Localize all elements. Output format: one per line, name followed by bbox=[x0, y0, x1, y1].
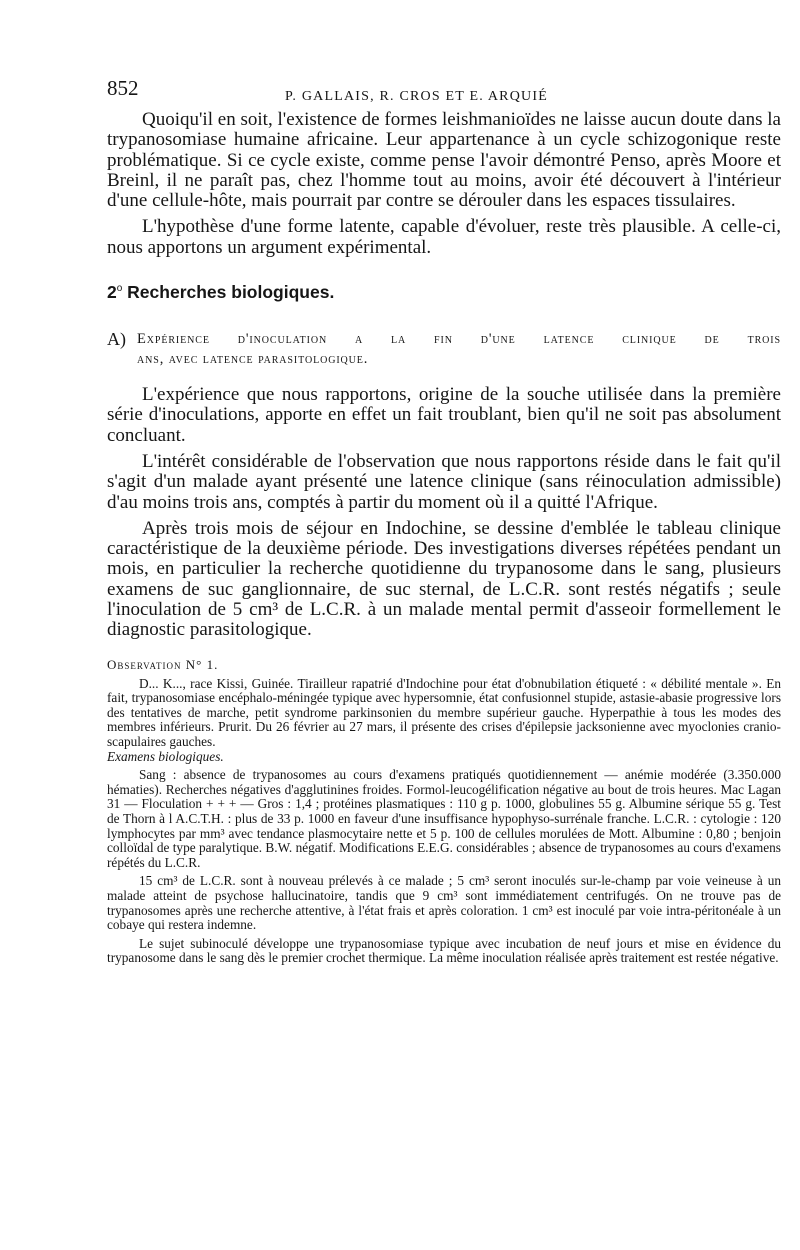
section-title: Recherches biologiques. bbox=[127, 282, 335, 303]
subsection-heading bbox=[107, 329, 781, 369]
observation-title: Observation N° 1. bbox=[107, 656, 219, 672]
subsection-title-line-1: Expérience d'inoculation a la fin d'une latence clinique de trois bbox=[137, 331, 781, 348]
subsection-letter: A) bbox=[107, 329, 126, 350]
exams-label: Examens biologiques. bbox=[107, 748, 224, 764]
body-paragraph-3: Après trois mois de séjour en Indochine, se dessine d'emblée le tableau clinique caractéristique de la deuxième période. Des investigations diverses répétées pendant un mois, en particulier la recherche quotidienne du trypanosome dans le sang, plusieurs examens de suc ganglionnaire, de suc sternal, de L.C.R. sont restés négatifs ; seule l'inoculation de 5 cm³ de L.C.R. à un malade mental permit d'asseoir formellement le diagnostic parasitologique. bbox=[107, 517, 781, 641]
observation-paragraph-3: 15 cm³ de L.C.R. sont à nouveau prélevés à ce malade ; 5 cm³ seront inoculés sur-le-champ par voie veineuse à un malade atteint de psychose hallucinatoire, tandis que 9 cm³ sont immédiatement centrifugés. On ne trouve pas de trypanosomes après une recherche attentive, à l'état frais et après coloration. 1 cm³ est inoculé par voie intra-péritonéale à un cobaye qui restera indemne. bbox=[107, 873, 781, 933]
page-number: 852 bbox=[107, 76, 139, 100]
intro-paragraph-2: L'hypothèse d'une forme latente, capable d'évoluer, reste très plausible. A celle-ci, nous apportons un argument expérimental. bbox=[107, 216, 781, 258]
intro-paragraph-1: Quoiqu'il en soit, l'existence de formes leishmanioïdes ne laisse aucun doute dans la trypanosomiase humaine africaine. Leur appartenance à un cycle schizogonique reste problématique. Si ce cycle existe, comme pense l'avoir démontré Penso, après Moore et Breinl, il ne paraît pas, chez l'homme tout au moins, avoir été découvert à l'intérieur d'une cellule-hôte, mais pourrait par contre se dérouler dans les espaces tissulaires. bbox=[107, 109, 781, 212]
section-heading bbox=[107, 282, 781, 303]
body-paragraph-1: L'expérience que nous rapportons, origine de la souche utilisée dans la première série d'inoculations, apporte en effet un fait troublant, bien qu'il ne soit pas absolument concluant. bbox=[107, 384, 781, 446]
observation-paragraph-2: Sang : absence de trypanosomes au cours d'examens pratiqués quotidiennement — anémie modérée (3.350.000 hématies). Recherches négatives d'agglutinines froides. Formol-leucogélification négative au bout de trois heures. Mac Lagan 31 — Floculation + + + — Gros : 1,4 ; protéines plasmatiques : 110 g p. 1000, globulines 55 g. Albumine sérique 55 g. Test de Thorn à l A.C.T.H. : plus de 33 p. 1000 en faveur d'une insuffisance hypophyso-surrénale franche. L.C.R. : cytologie : 120 lymphocytes par mm³ avec tendance plasmocytaire nette et 5 p. 100 de cellules morulées de Mott. Albumine : 0,80 ; benjoin colloïdal de type paralytique. B.W. négatif. Modifications E.E.G. considérables ; absence de trypanosomes au cours d'examens répétés du L.C.R. bbox=[107, 767, 781, 870]
body-paragraph-2: L'intérêt considérable de l'observation que nous rapportons réside dans le fait qu'il s'agit d'un malade ayant présenté une latence clinique (sans réinoculation admissible) d'au moins trois ans, comptés à partir du moment où il a quitté l'Afrique. bbox=[107, 450, 781, 513]
subsection-title-line-2: ans, avec latence parasitologique. bbox=[137, 351, 369, 368]
observation-paragraph-4: Le sujet subinoculé développe une trypanosomiase typique avec incubation de neuf jours et mise en évidence du trypanosome dans le sang dès le premier crochet thermique. La même inoculation réalisée après traitement est restée négative. bbox=[107, 935, 781, 966]
observation-paragraph-1: D... K..., race Kissi, Guinée. Tirailleur rapatrié d'Indochine pour état d'obnubilation étiqueté : « débilité mentale ». En fait, trypanosomiase encéphalo-méningée typique avec hypersomnie, état confusionnel stupide, astasie-abasie progressive lors des tentatives de marche, petit syndrome parkinsonien du membre supérieur gauche. Hyperpathie à tous les modes des membres inférieurs. Prurit. Du 26 février au 27 mars, il présente des crises d'épilepsie jacksonienne avec myoclonies cranio-scapulaires gauches. bbox=[107, 675, 781, 750]
journal-page bbox=[107, 76, 781, 966]
section-degree: o bbox=[116, 283, 123, 295]
running-title: P. GALLAIS, R. CROS ET E. ARQUIÉ bbox=[285, 89, 548, 104]
section-number: 2 bbox=[107, 282, 117, 303]
page-header bbox=[107, 76, 781, 110]
